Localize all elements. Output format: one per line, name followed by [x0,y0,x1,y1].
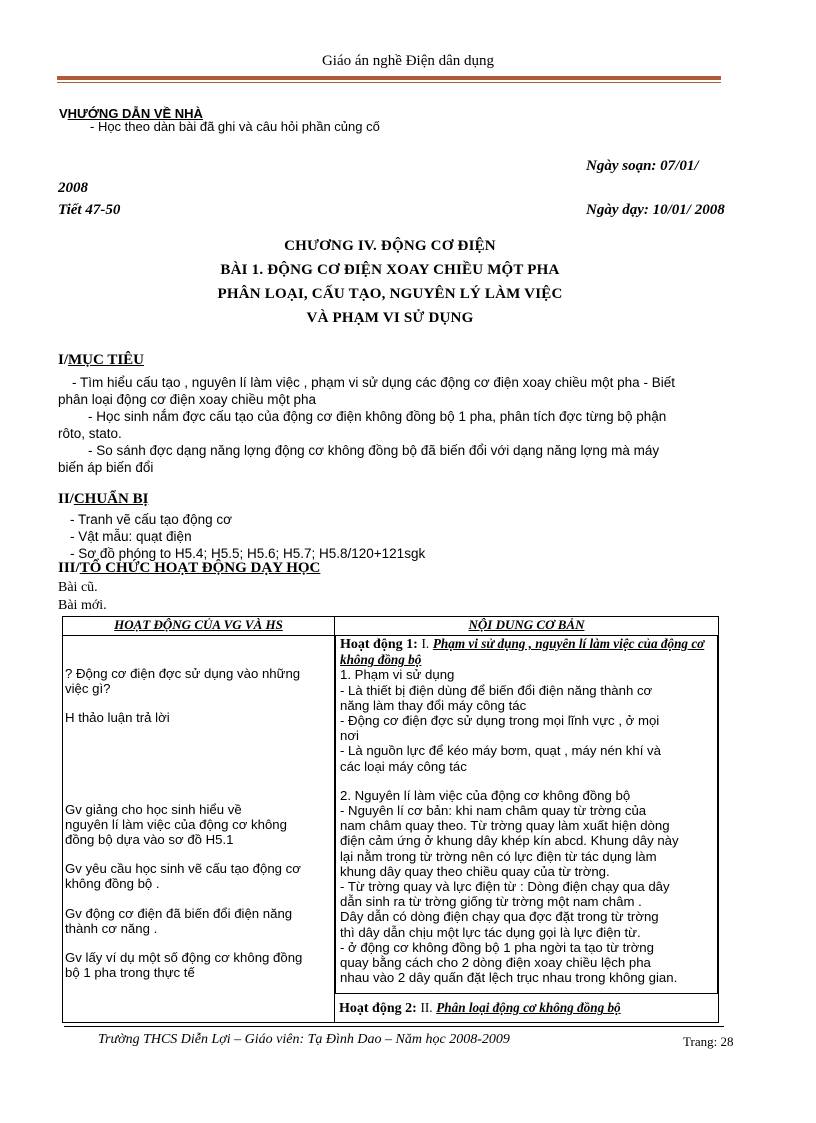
left-line: nguyên lí làm việc của động cơ không [65,816,287,832]
left-block [65,861,332,891]
left-block [65,802,332,848]
preparation-line: - Vật mẫu: quạt điện [70,529,192,544]
date-prepared: Ngày soạn: 07/01/ [586,158,699,174]
objective-line: rôto, stato. [58,426,122,441]
old-lesson-label: Bài cũ. [58,580,98,595]
objectives-title: MỤC TIÊU [68,352,144,368]
activities-title: TỔ CHỨC HOẠT ĐỘNG DẠY HỌC [79,560,321,576]
content-line: - Là thiết bị điện dùng để biến đổi điện năng thành cơ [340,682,653,698]
date-taught: Ngày dạy: 10/01/ 2008 [586,202,725,218]
left-block [65,950,332,980]
preparation-line: - Tranh vẽ cấu tạo động cơ [70,512,232,527]
activity-1-title: Phạm vi sử dụng , nguyên lí làm việc của động cơ không đồng bộ [340,636,705,668]
left-line: Gv lấy ví dụ một số động cơ không đồng [65,950,303,966]
content-line: - Từ trờng quay và lực điện từ : Dòng điện chạy qua dây [340,879,670,895]
footer-divider [64,1026,724,1027]
homework-heading: HƯỚNG DẪN VỀ NHÀ [67,106,203,121]
content-line: 2. Nguyên lí làm việc của động cơ không đồng bộ [340,787,631,803]
left-line: Gv yêu cầu học sinh vẽ cấu tạo động cơ [65,861,301,877]
header-title: Giáo án nghề Điện dân dụng [321,53,495,69]
content-line: khung dây quay theo chiều quay của từ trờng. [340,863,610,879]
table-header-row [63,617,719,636]
left-line: thành cơ năng . [65,920,158,936]
objective-line: - Học sinh nắm đợc cấu tạo của động cơ điện không đồng bộ 1 pha, phân tích đợc từng bộ phận [88,409,667,424]
content-line: lại nằm trong từ trờng nên có lực điện từ tác dụng làm [340,848,657,864]
preparation-prefix: II/ [58,491,74,507]
preparation-heading [58,491,148,508]
activity-1-number: I. [421,636,430,651]
objectives-heading [58,352,144,369]
left-line: việc gì? [65,681,111,697]
lesson-title: BÀI 1. ĐỘNG CƠ ĐIỆN XOAY CHIỀU MỘT PHA [220,262,560,278]
content-line: 1. Phạm vi sử dụng [340,667,455,683]
content-line: - Động cơ điện đợc sử dụng trong mọi lĩnh vực , ở mọi [340,713,660,729]
objective-line: - So sánh đợc dạng năng lợng động cơ không đồng bộ đã biến đổi với dạng năng lợng mà máy [88,443,660,458]
homework-prefix: V [59,106,68,121]
content-line: nam châm quay theo. Từ trờng quay làm xuất hiện dòng [340,818,670,834]
content-line: nơi [340,728,359,744]
objectives-prefix: I/ [58,352,69,368]
left-line: ? Động cơ điện đợc sử dụng vào những [65,666,301,681]
preparation-body [70,511,425,562]
header-divider [57,76,721,80]
table-row [63,636,719,1023]
left-block [65,906,332,936]
column-header-content: NỘI DUNG CƠ BẢN [335,617,719,636]
date-year: 2008 [58,180,88,196]
left-line: Gv giảng cho học sinh hiểu về [65,801,242,817]
content-line: - Nguyên lí cơ bản: khi nam châm quay từ trờng của [340,803,647,819]
content-line: - Là nguồn lực để kéo máy bơm, quạt , máy nén khí và [340,743,661,759]
left-line: H thảo luận trả lời [65,710,170,726]
content-line: dẫn sinh ra từ trờng giống từ trờng một nam châm . [340,894,642,910]
lesson-subtitle-1: PHÂN LOẠI, CẤU TẠO, NGUYÊN LÝ LÀM VIỆC [217,286,563,302]
activity-1-label: Hoạt động 1: [340,637,418,652]
activity-2-title: Phân loại động cơ không đồng bộ [436,1000,621,1016]
objective-line: biến áp biến đổi [58,460,154,475]
content-line: điện cảm ứng ở khung dây khép kín abcd. Khung dây này [340,833,679,849]
content-line: - ở động cơ không đồng bộ 1 pha ngời ta tạo từ trờng [340,939,654,955]
left-block [65,666,332,696]
content-line: Dây dẫn có dòng điện chạy qua đợc đặt trong từ trờng [340,909,659,925]
content-line: thì dây dẫn chịu một lực tác dụng gọi là lực điện từ. [340,924,641,940]
lesson-subtitle-2: VÀ PHẠM VI SỬ DỤNG [306,310,474,326]
preparation-title: CHUẨN BỊ [73,491,149,507]
activities-prefix: III/ [58,560,80,576]
page-number: Trang: 28 [683,1034,734,1049]
activity-2-label: Hoạt động 2: [339,1001,417,1017]
left-line: đồng bộ dựa vào sơ đồ H5.1 [65,832,234,848]
new-lesson-label: Bài mới. [58,598,107,613]
chapter-title: CHƯƠNG IV. ĐỘNG CƠ ĐIỆN [284,238,496,254]
objective-line: phân loại động cơ điện xoay chiều một pha [58,392,317,407]
objectives-body [58,374,738,476]
footer-text: Trường THCS Diễn Lợi – Giáo viên: Tạ Đình Dao – Năm học 2008-2009 [98,1032,510,1047]
activity-1-heading [340,636,713,667]
content-line: các loại máy công tác [340,758,467,774]
activity-2-heading [339,1000,714,1016]
homework-item: - Học theo dàn bài đã ghi và câu hỏi phần củng cố [90,119,380,134]
header-divider-thin [57,82,721,83]
activities-cell [63,636,335,1023]
objective-line: - Tìm hiểu cấu tạo , nguyên lí làm việc , phạm vi sử dụng các động cơ điện xoay chiều một pha - Biết [72,375,675,390]
left-line: bộ 1 pha trong thực tế [65,965,195,981]
preparation-line: - Sơ đồ phóng to H5.4; H5.5; H5.6; H5.7; H5.8/120+121sgk [70,546,426,561]
activities-heading [58,560,320,577]
lesson-activity-table [62,616,719,1023]
activity-1-block [335,636,718,994]
content-line: quay bằng cách cho 2 dòng điện xoay chiều lệch pha [340,955,651,971]
left-block [65,710,332,725]
column-header-activities: HOẠT ĐỘNG CỦA VG VÀ HS [63,617,335,636]
activity-2-number: II. [420,1000,433,1016]
left-line: Gv động cơ điện đã biến đổi điện năng [65,905,293,921]
content-line: nhau vào 2 dây quấn đặt lệch trục nhau trong không gian. [340,970,678,986]
content-cell [335,636,719,1023]
lesson-period: Tiết 47-50 [58,202,121,218]
content-line: năng làm thay đổi máy công tác [340,697,527,713]
left-line: không đồng bộ . [65,876,160,892]
